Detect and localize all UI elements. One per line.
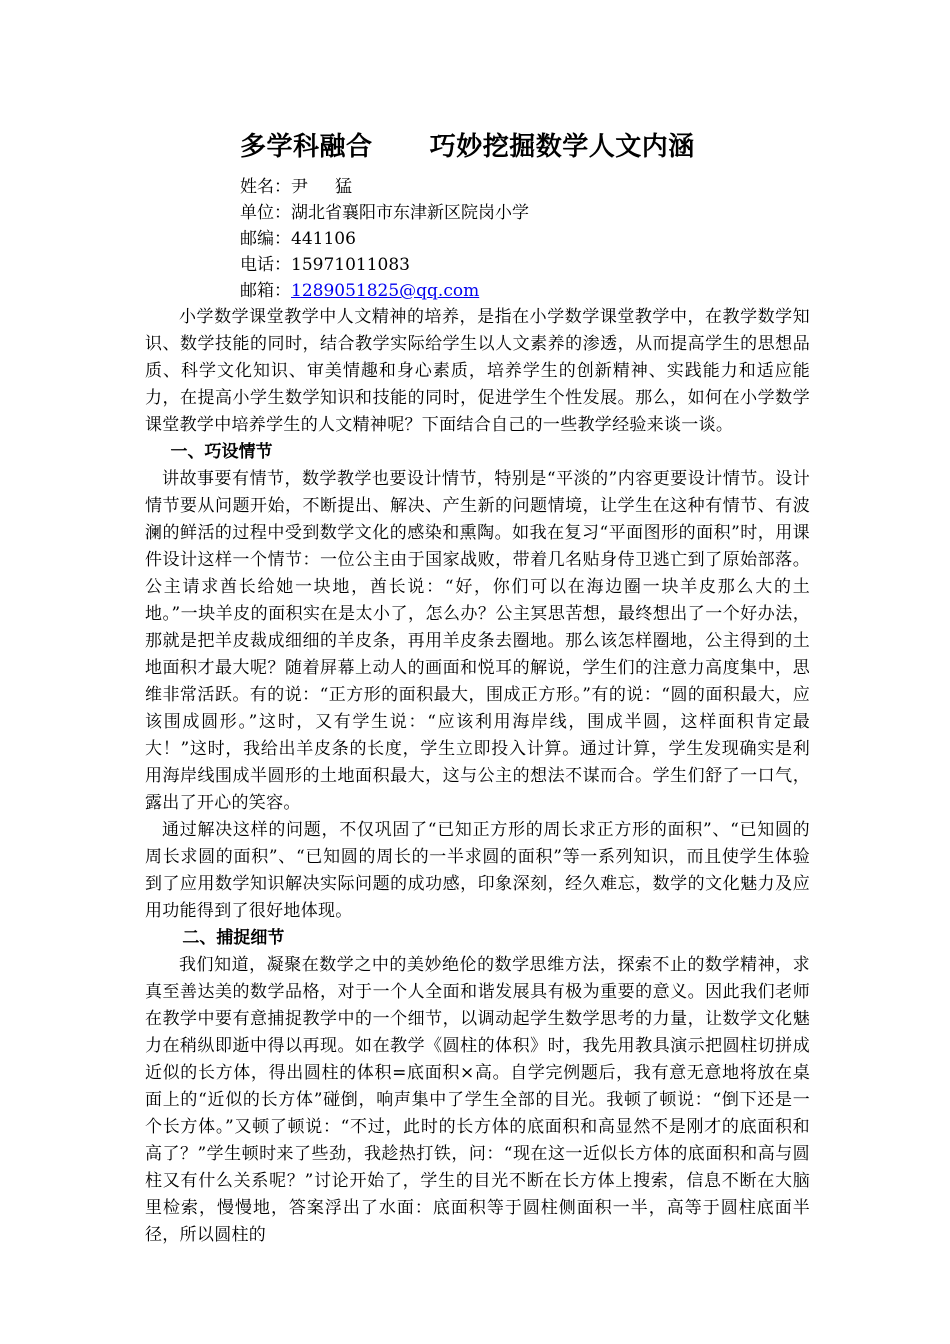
email-link[interactable]: 1289051825@qq.com [291, 281, 480, 301]
author-name: 尹 猛 [291, 177, 353, 197]
section-1-paragraph-2: 通过解决这样的问题，不仅巩固了“已知正方形的周长求正方形的面积”、“已知圆的周长求圆的面积”、“已知圆的周长的一半求圆的面积”等一系列知识，而且使学生体验到了应用数学知识解决实际问题的成功感，印象深刻，经久难忘，数学的文化魅力及应用功能得到了很好地体现。 [145, 820, 810, 921]
postcode: 441106 [291, 229, 356, 249]
author-unit: 湖北省襄阳市东津新区院岗小学 [291, 203, 529, 223]
author-info [240, 174, 810, 304]
email-line [240, 278, 810, 304]
phone-label: 电话： [240, 255, 291, 275]
postcode-label: 邮编： [240, 229, 291, 249]
section-2-heading: 二、捕捉细节 [182, 928, 285, 948]
page-title: 多学科融合 巧妙挖掘数学人文内涵 [240, 132, 695, 162]
phone: 15971011083 [291, 255, 410, 275]
email-label: 邮箱： [240, 281, 291, 301]
phone-line [240, 252, 810, 278]
intro-paragraph: 小学数学课堂教学中人文精神的培养，是指在小学数学课堂教学中，在教学数学知识、数学技能的同时，结合教学实际给学生以人文素养的渗透，从而提高学生的思想品质、科学文化知识、审美情趣和身心素质，培养学生的创新精神、实践能力和适应能力，在提高小学生数学知识和技能的同时，促进学生个性发展。那么，如何在小学数学课堂教学中培养学生的人文精神呢？下面结合自己的一些教学经验来谈一谈。 [145, 307, 810, 435]
section-2-paragraph-1: 我们知道，凝聚在数学之中的美妙绝伦的数学思维方法，探索不止的数学精神，求真至善达美的数学品格，对于一个人全面和谐发展具有极为重要的意义。因此我们老师在教学中要有意捕捉教学中的一个细节，以调动起学生数学思考的力量，让数学文化魅力在稍纵即逝中得以再现。如在教学《圆柱的体积》时，我先用教具演示把圆柱切拼成近似的长方体，得出圆柱的体积=底面积×高。自学完例题后，我有意无意地将放在桌面上的“近似的长方体”碰倒，响声集中了学生全部的目光。我顿了顿说：“倒下还是一个长方体。”又顿了顿说：“不过，此时的长方体的底面积和高显然不是刚才的底面积和高了？”学生顿时来了些劲，我趁热打铁，问：“现在这一近似长方体的底面积和高与圆柱又有什么关系呢？”讨论开始了，学生的目光不断在长方体上搜索，信息不断在大脑里检索，慢慢地，答案浮出了水面：底面积等于圆柱侧面积一半，高等于圆柱底面半径，所以圆柱的 [145, 955, 810, 1245]
author-name-line [240, 174, 810, 200]
author-unit-line [240, 200, 810, 226]
postcode-line [240, 226, 810, 252]
section-1-heading: 一、巧设情节 [170, 442, 273, 462]
section-1-paragraph-1: 讲故事要有情节，数学教学也要设计情节，特别是“平淡的”内容更要设计情节。设计情节要从问题开始，不断提出、解决、产生新的问题情境，让学生在这种有情节、有波澜的鲜活的过程中受到数学文化的感染和熏陶。如我在复习“平面图形的面积”时，用课件设计这样一个情节：一位公主由于国家战败，带着几名贴身侍卫逃亡到了原始部落。公主请求酋长给她一块地，酋长说：“好，你们可以在海边圈一块羊皮那么大的土地。”一块羊皮的面积实在是太小了，怎么办？公主冥思苦想，最终想出了一个好办法，那就是把羊皮裁成细细的羊皮条，再用羊皮条去圈地。那么该怎样圈地，公主得到的土地面积才最大呢？随着屏幕上动人的画面和悦耳的解说，学生们的注意力高度集中，思维非常活跃。有的说：“正方形的面积最大，围成正方形。”有的说：“圆的面积最大，应该围成圆形。”这时，又有学生说：“应该利用海岸线，围成半圆，这样面积肯定最大！”这时，我给出羊皮条的长度，学生立即投入计算。通过计算，学生发现确实是利用海岸线围成半圆形的土地面积最大，这与公主的想法不谋而合。学生们舒了一口气，露出了开心的笑容。 [145, 469, 810, 813]
name-label: 姓名： [240, 177, 291, 197]
unit-label: 单位： [240, 203, 291, 223]
